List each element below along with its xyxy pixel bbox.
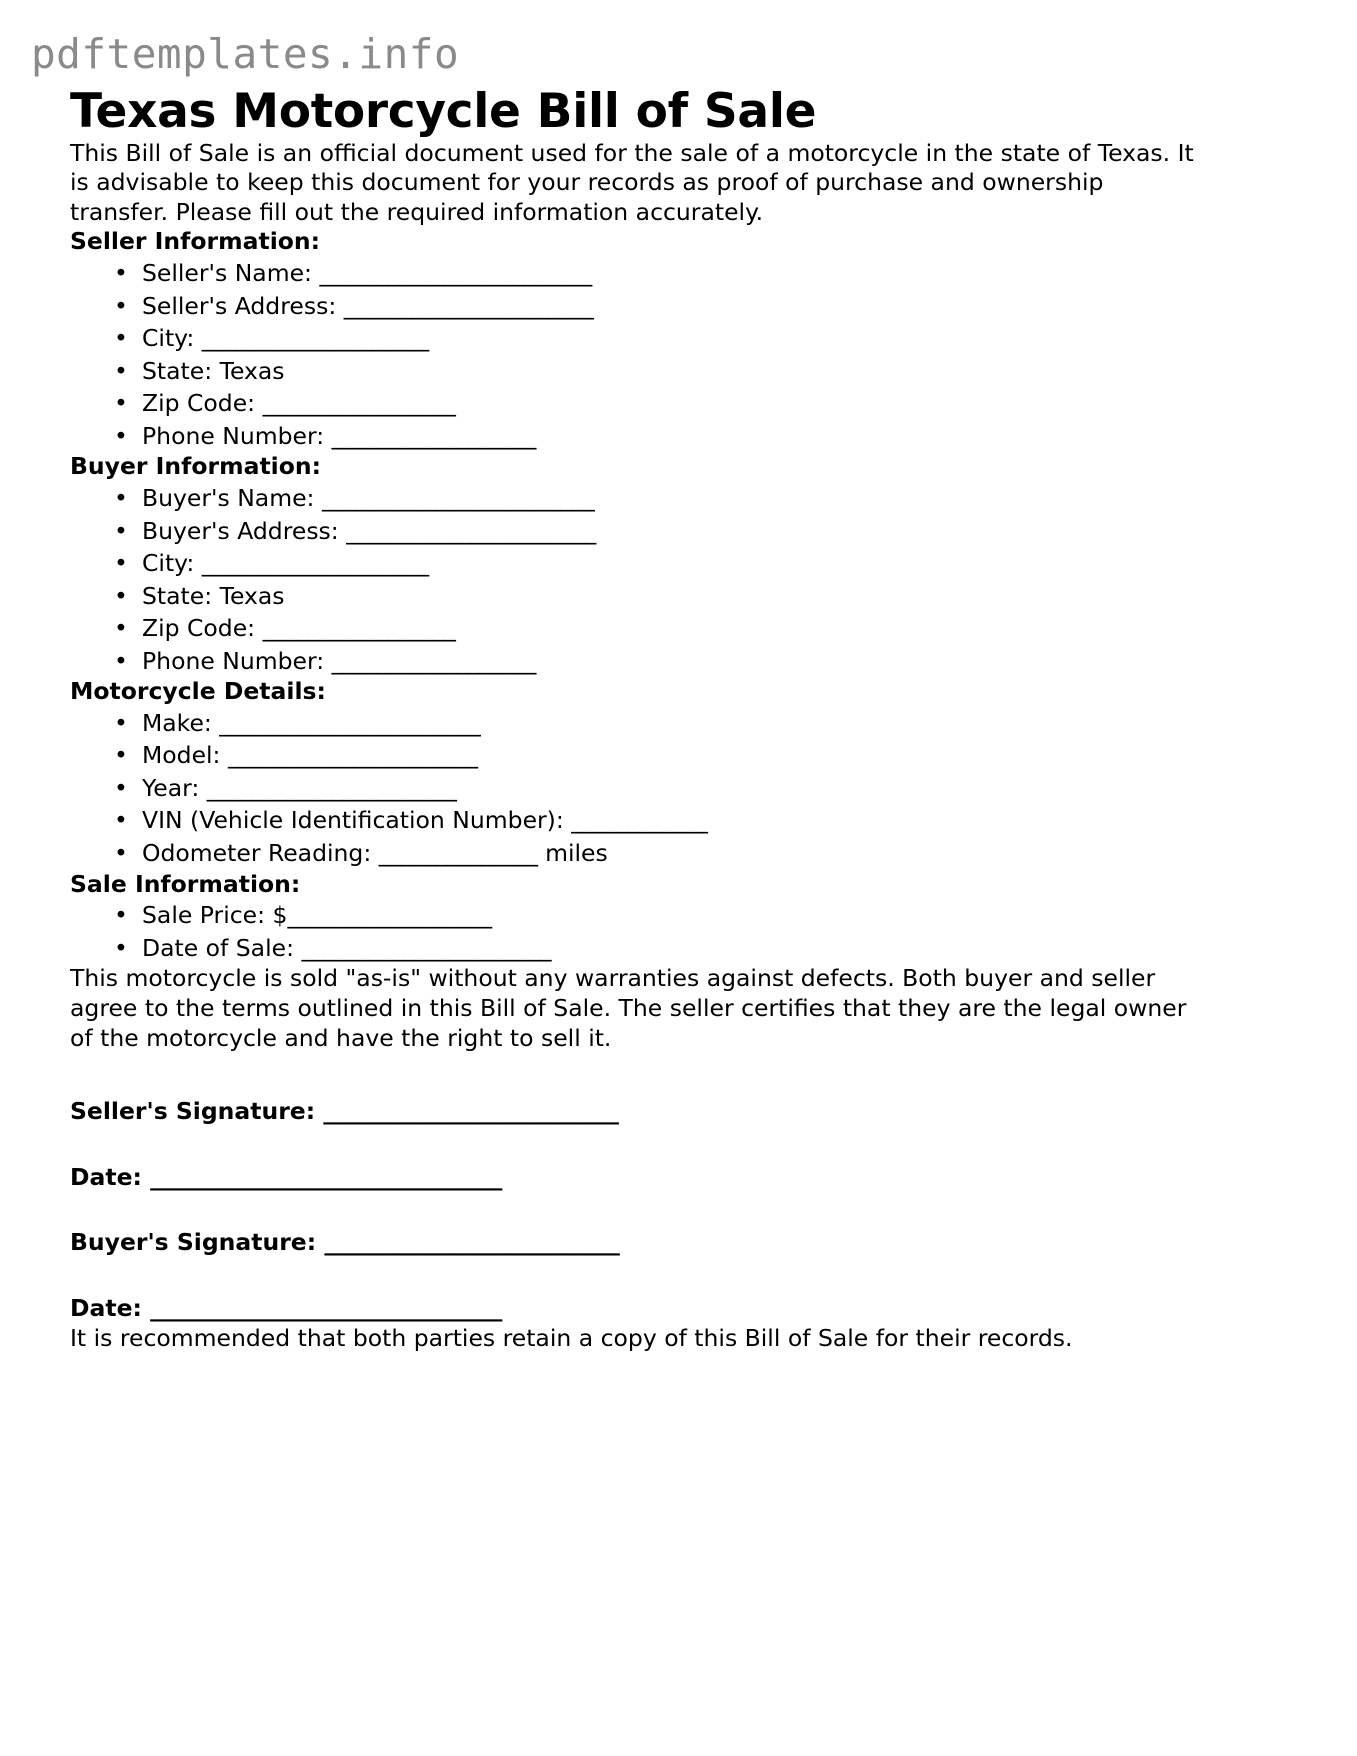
list-item [114,387,1250,420]
field-label: Sale Price: $ [142,901,288,930]
sale-field-list [70,899,1250,964]
field-blank[interactable]: __________________ [331,646,536,675]
field-blank[interactable]: ____________________ [201,324,429,353]
field-blank[interactable]: __________________ [331,421,536,450]
field-blank[interactable]: _________________ [262,389,456,418]
field-label: Seller's Name: [142,259,320,288]
list-item [114,645,1250,678]
motorcycle-field-list [70,707,1250,870]
field-blank[interactable]: ______________________ [301,933,552,962]
list-item [114,515,1250,548]
field-blank[interactable]: ______________________ [206,773,457,802]
list-item [114,547,1250,580]
field-label: Buyer's Address: [142,516,347,545]
list-item [114,739,1250,772]
site-watermark: pdftemplates.info [31,30,460,78]
page-title: Texas Motorcycle Bill of Sale [70,84,817,139]
field-label: VIN (Vehicle Identification Number): [142,806,572,835]
field-suffix: miles [537,839,608,868]
field-label: Phone Number: [142,421,332,450]
field-blank[interactable]: __________________ [287,901,492,930]
seller-signature-line [70,1097,1250,1127]
signature-blank[interactable]: __________________________ [323,1097,619,1126]
signature-label: Date: [70,1162,151,1191]
field-label: State: Texas [142,356,285,385]
list-item [114,772,1250,805]
signature-label: Seller's Signature: [70,1097,324,1126]
field-label: City: [142,324,202,353]
signature-blank[interactable]: _______________________________ [150,1293,502,1322]
signature-blank[interactable]: _______________________________ [150,1162,502,1191]
field-blank[interactable]: _________________ [262,614,456,643]
signature-blank[interactable]: __________________________ [324,1228,620,1257]
buyer-information-heading: Buyer Information: [70,452,322,481]
field-label: Zip Code: [142,389,263,418]
buyer-date-line [70,1294,1250,1324]
list-item [114,932,1250,965]
field-blank[interactable]: _______________________ [219,708,481,737]
list-item [114,482,1250,515]
list-item [114,804,1250,837]
list-item [114,899,1250,932]
field-label: Year: [142,773,207,802]
document-content [70,86,1250,1353]
seller-field-list [70,257,1250,452]
list-item [114,257,1250,290]
motorcycle-details-heading: Motorcycle Details: [70,677,326,706]
footer-note-paragraph: It is recommended that both parties retain a copy of this Bill of Sale for their records. [70,1323,1073,1352]
intro-paragraph: This Bill of Sale is an official document used for the sale of a motorcycle in the state of Texas. It is advisable to keep this document for your records as proof of purchase and ownership transfer. Please fill out the required information accurately. [70,138,1194,226]
list-item [114,420,1250,453]
field-label: Odometer Reading: [142,839,379,868]
list-item [114,322,1250,355]
field-blank[interactable]: ________________________ [319,259,592,288]
field-blank[interactable]: ________________________ [321,483,595,512]
list-item [114,355,1250,388]
field-label: Buyer's Name: [142,483,322,512]
list-item [114,612,1250,645]
signature-label: Date: [70,1293,151,1322]
signature-block [70,1097,1250,1323]
list-item [114,580,1250,613]
field-label: Zip Code: [142,614,263,643]
field-blank[interactable]: ______________________ [227,741,478,770]
field-label: City: [142,549,202,578]
seller-information-heading: Seller Information: [70,227,321,256]
field-blank[interactable]: ____________________ [201,549,429,578]
field-label: Date of Sale: [142,933,302,962]
buyer-field-list [70,482,1250,677]
field-blank[interactable]: ____________ [571,806,708,835]
field-blank[interactable]: ______________________ [346,516,596,545]
sale-information-heading: Sale Information: [70,869,301,898]
list-item [114,707,1250,740]
field-label: Seller's Address: [142,291,344,320]
field-label: Model: [142,741,228,770]
field-blank[interactable]: ______________ [378,839,538,868]
field-label: Make: [142,708,220,737]
list-item [114,290,1250,323]
field-label: Phone Number: [142,646,332,675]
field-label: State: Texas [142,581,285,610]
as-is-disclaimer-paragraph: This motorcycle is sold "as-is" without any warranties against defects. Both buyer and seller agree to the terms outlined in this Bill of Sale. The seller certifies that they are the legal owner of the motorcycle and have the right to sell it. [70,964,1187,1052]
seller-date-line [70,1163,1250,1193]
field-blank[interactable]: ______________________ [343,291,594,320]
buyer-signature-line [70,1228,1250,1258]
list-item [114,837,1250,870]
signature-label: Buyer's Signature: [70,1228,325,1257]
